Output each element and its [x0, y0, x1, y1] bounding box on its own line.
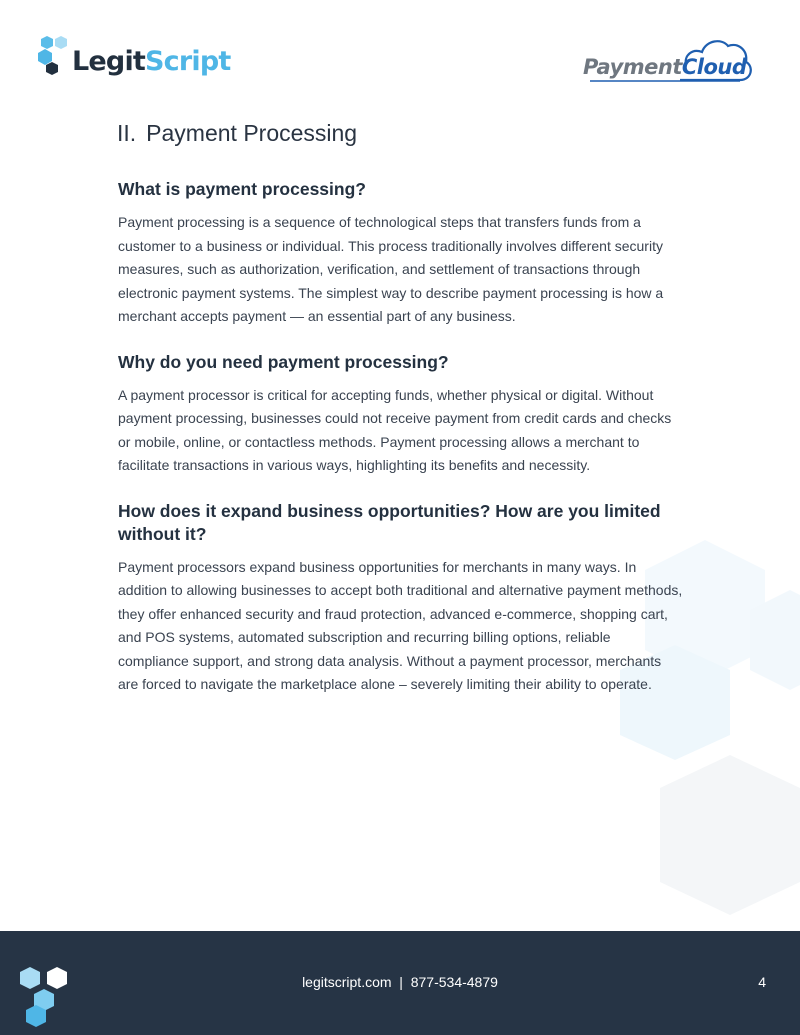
footer-contact: legitscript.com | 877-534-4879 — [302, 974, 498, 990]
document-content — [118, 178, 683, 719]
legitscript-logo — [38, 36, 230, 78]
section-title-text: Payment Processing — [146, 120, 358, 146]
heading-what-is-payment-processing: What is payment processing? — [118, 179, 366, 199]
section-title — [117, 120, 357, 147]
legitscript-hexagon-icon — [38, 36, 68, 78]
paragraph-why-need-payment-processing: A payment processor is critical for accepting funds, whether physical or digital. Without payment processing, businesses could not receive payment from credit cards and checks or mobile, online, or contactless methods. Payment processing allows a merchant to facilitate transactions in various ways, highlighting its benefits and necessity. — [118, 386, 672, 473]
page-number: 4 — [758, 974, 766, 990]
legitscript-wordmark: LegitScript — [72, 45, 231, 77]
section-number: II. — [117, 120, 137, 146]
page-footer — [0, 931, 800, 1035]
paragraph-what-is-payment-processing: Payment processing is a sequence of technological steps that transfers funds from a customer to a business or individual. This process traditionally involves different security measures, such as authorization, verification, and settlement of transactions through electronic payment systems. The simplest way to describe payment processing is how a merchant accepts payment — an essential part of any business. — [118, 214, 664, 324]
paymentcloud-logo — [580, 38, 756, 86]
heading-why-need-payment-processing: Why do you need payment processing? — [118, 351, 449, 372]
paragraph-expand-business-opportunities: Payment processors expand business opportunities for merchants in many ways. In addition to allowing businesses to accept both traditional and alternative payment methods, they offer enhanced security and fraud protection, advanced e-commerce, shopping cart, and POS systems, automated subscription and recurring billing options, reliable compliance support, and strong data analysis. Without a payment processor, merchants are forced to navigate the marketplace alone – severely limiting their ability to operate. — [118, 558, 683, 692]
paymentcloud-wordmark: PaymentCloud — [583, 55, 747, 79]
heading-expand-business-opportunities: How does it expand business opportunities? How are you limited without it? — [118, 500, 661, 544]
